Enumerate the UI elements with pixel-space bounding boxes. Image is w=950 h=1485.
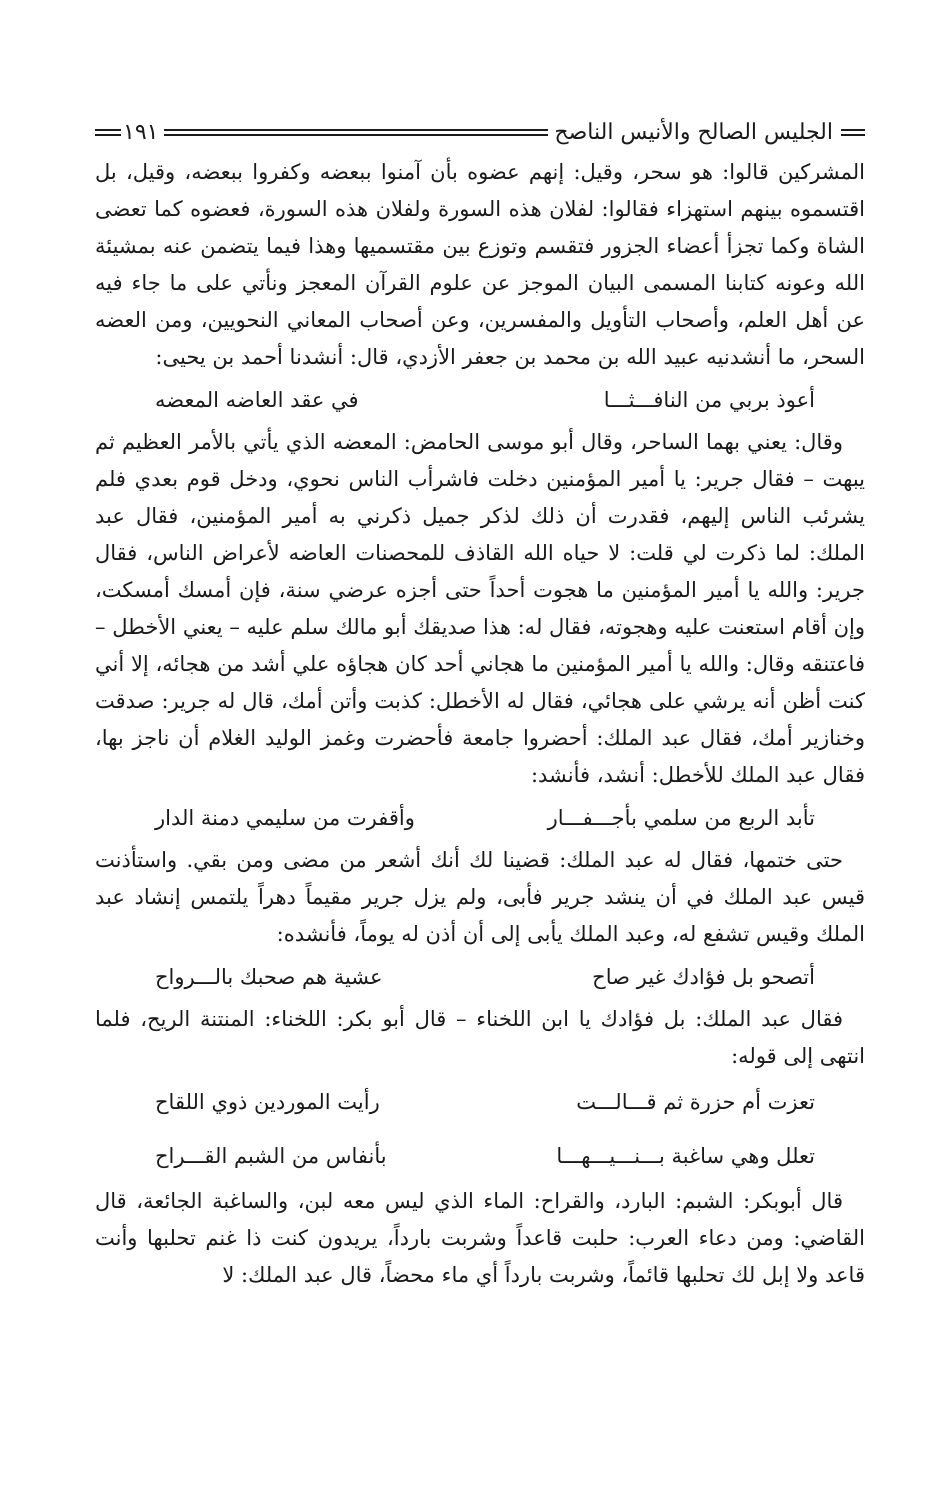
header-rule-end [95, 129, 121, 136]
paragraph-1: المشركين قالوا: هو سحر، وقيل: إنهم عضوه بأن آمنوا ببعضه وكفروا ببعضه، وقيل، بل اقتسموه بينهم استهزاء فقالوا: لفلان هذه السورة ولفلان هذه السورة، فعضوه كما تعضى الشاة وكما تجزأ أعضاء الجزور فتقسم وتوزع بين مقتسميها وهذا فيما يتضمن عنه بمشيئة الله وعونه كتابنا المسمى البيان الموجز عن علوم القرآن المعجز ونأتي على ما جاء فيه عن أهل العلم، وأصحاب التأويل والمفسرين، وعن أصحاب المعاني النحويين، ومن العضه السحر، ما أنشدنيه عبيد الله بن محمد بن جعفر الأزدي، قال: أنشدنا أحمد بن يحيى: [95, 160, 865, 369]
paragraph-2: وقال: يعني بهما الساحر، وقال أبو موسى الحامض: المعضه الذي يأتي بالأمر العظيم ثم يبهت – فقال جرير: يا أمير المؤمنين دخلت فاشرأب الناس نحوي، ودخل قوم بعدي فلم يشرئب الناس إليهم، فقدرت أن ذلك لذكر جميل ذكرني به أمير المؤمنين، فقال عبد الملك: لما ذكرت لي قلت: لا حياه الله القاذف للمحصنات العاضه لأعراض الناس، فقال جرير: والله يا أمير المؤمنين ما هجوت أحداً حتى أجزه عرضي سنة، فإن أمسك أمسكت، وإن أقام استعنت عليه وهجوته، فقال له: هذا صديقك أبو مالك سلم عليه – يعني الأخطل – فاعتنقه وقال: والله يا أمير المؤمنين ما هجاني أحد كان هجاؤه علي أشد من هجائه، إلا أني كنت أظن أنه يرشي على هجائي، فقال له الأخطل: كذبت وأتن أمك، قال له جرير: صدقت وخنازير أمك، فقال عبد الملك: أحضروا جامعة فأحضرت وغمز الوليد الغلام أن ناجز بها، فقال عبد الملك للأخطل: أنشد، فأنشد: [95, 430, 865, 787]
header-title: الجليس الصالح والأنيس الناصح [554, 119, 833, 145]
verse-4-second-hemistich: رأيت الموردين ذوي اللقاح [155, 1090, 380, 1114]
paragraph-4: فقال عبد الملك: بل فؤادك يا ابن اللخناء – قال أبو بكر: اللخناء: المنتنة الريح، فلما انتهى إلى قوله: [95, 1007, 865, 1068]
verse-3-first-hemistich: أتصحو بل فؤادك غير صاح [592, 965, 815, 989]
book-page [95, 110, 865, 1294]
verse-line-5 [95, 1129, 865, 1183]
verse-line-2 [95, 794, 865, 842]
verse-line-1 [95, 376, 865, 424]
verse-line-4 [95, 1075, 865, 1129]
verse-5-second-hemistich: بأنفاس من الشبم القـــراح [155, 1144, 387, 1168]
header-rule-start [841, 129, 865, 136]
verse-1-first-hemistich: أعوذ بربي من النافـــثـــا [603, 388, 815, 412]
verse-line-3 [95, 953, 865, 1001]
verse-2-first-hemistich: تأبد الربع من سلمي بأجـــفـــار [547, 806, 815, 830]
paragraph-5: قال أبوبكر: الشبم: البارد، والقراح: الماء الذي ليس معه لبن، والساغبة الجائعة، قال القاضي: ومن دعاء العرب: حلبت قاعداً وشربت بارداً، يريدون كنت ذا غنم تحلبها وأنت قاعد ولا إبل لك تحلبها قائماً، وشربت بارداً أي ماء محضاً، قال عبد الملك: لا [95, 1189, 865, 1287]
running-header [95, 110, 865, 154]
verse-2-second-hemistich: وأقفرت من سليمي دمنة الدار [155, 806, 415, 830]
page-number: ١٩١ [123, 119, 159, 145]
header-rule-middle [164, 129, 548, 136]
verse-1-second-hemistich: في عقد العاضه المعضه [155, 388, 359, 412]
verse-5-first-hemistich: تعلل وهي ساغبة بـــنـــيـــهـــا [556, 1144, 815, 1168]
paragraph-3: حتى ختمها، فقال له عبد الملك: قضينا لك أنك أشعر من مضى ومن بقي. واستأذنت قيس عبد الملك في أن ينشد جرير فأبى، ولم يزل جرير مقيماً دهراً يلتمس إنشاد عبد الملك وقيس تشفع له، وعبد الملك يأبى إلى أن أذن له يوماً، فأنشده: [95, 848, 865, 946]
verse-4-first-hemistich: تعزت أم حزرة ثم قـــالـــت [576, 1090, 815, 1114]
verse-3-second-hemistich: عشية هم صحبك بالـــرواح [155, 965, 383, 989]
